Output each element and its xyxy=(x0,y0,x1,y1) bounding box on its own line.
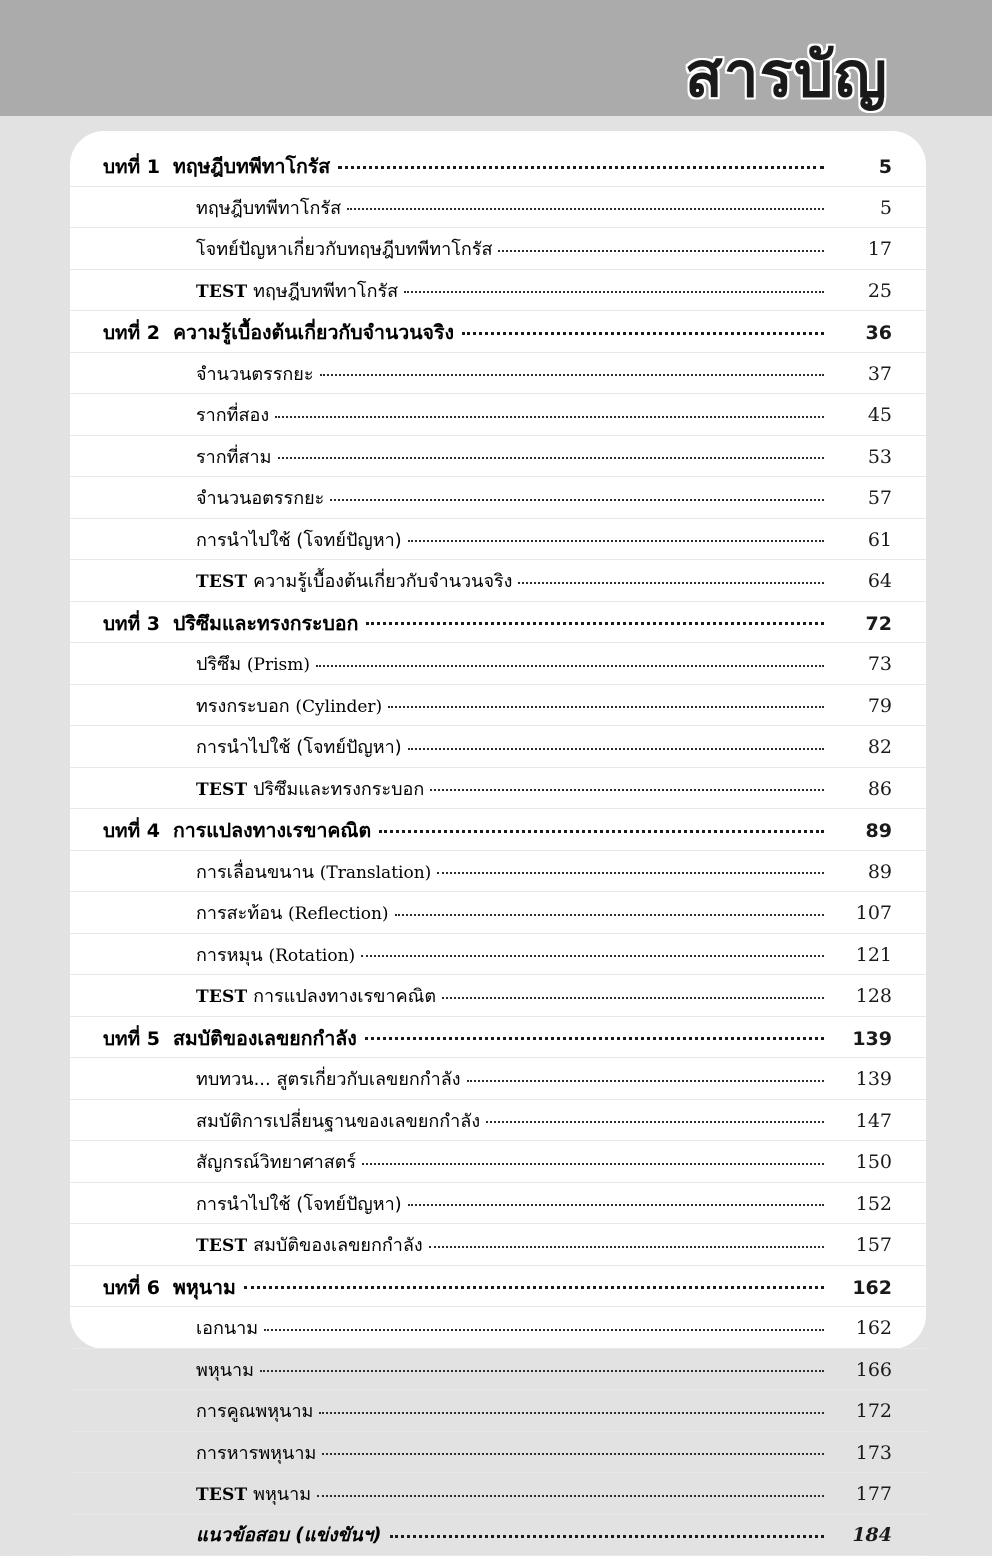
page-number: 162 xyxy=(830,1317,926,1339)
chapter-title: ความรู้เบื้องต้นเกี่ยวกับจำนวนจริง xyxy=(173,317,462,348)
chapter-label: บทที่ 4 xyxy=(103,816,173,846)
test-tag: TEST xyxy=(196,572,247,592)
test-tag: TEST xyxy=(196,780,247,800)
toc-subsection-row[interactable] xyxy=(70,726,926,768)
page-number: 5 xyxy=(830,156,926,178)
appendix-title: แนวข้อสอบ (แข่งขันฯ) xyxy=(196,1521,390,1550)
chapter-title: พหุนาม xyxy=(173,1272,244,1303)
subsection-title: เอกนาม xyxy=(196,1313,264,1342)
toc-subsection-row[interactable] xyxy=(70,643,926,685)
dot-leader xyxy=(498,248,824,252)
subsection-title: จำนวนอตรรกยะ xyxy=(196,483,330,512)
chapter-label: บทที่ 2 xyxy=(103,318,173,348)
toc-chapter-row[interactable] xyxy=(70,145,926,187)
page-number: 177 xyxy=(830,1483,926,1505)
subsection-title: ทบทวน... สูตรเกี่ยวกับเลขยกกำลัง xyxy=(196,1064,467,1093)
dot-leader xyxy=(379,829,824,833)
toc-chapter-row[interactable] xyxy=(70,809,926,851)
page-number: 36 xyxy=(830,322,926,344)
page-number: 107 xyxy=(830,902,926,924)
toc-subsection-row[interactable] xyxy=(70,353,926,395)
table-of-contents-card xyxy=(70,131,926,1349)
dot-leader xyxy=(408,746,824,750)
subsection-title-text: การแปลงทางเรขาคณิต xyxy=(253,986,436,1007)
dot-leader xyxy=(404,289,824,293)
subsection-title-latin: (Rotation) xyxy=(268,946,355,966)
dot-leader xyxy=(395,912,824,916)
page-number: 72 xyxy=(830,613,926,635)
dot-leader xyxy=(518,580,824,584)
subsection-title xyxy=(196,276,404,305)
test-tag: TEST xyxy=(196,987,247,1007)
chapter-label: บทที่ 1 xyxy=(103,152,173,182)
subsection-title: การคูณพหุนาม xyxy=(196,1396,319,1425)
chapter-label: บทที่ 5 xyxy=(103,1024,173,1054)
page-number: 184 xyxy=(830,1524,926,1546)
page-number: 5 xyxy=(830,197,926,219)
chapter-label: บทที่ 3 xyxy=(103,609,173,639)
toc-subsection-row[interactable] xyxy=(70,851,926,893)
toc-subsection-row[interactable] xyxy=(70,270,926,312)
toc-subsection-row[interactable] xyxy=(70,394,926,436)
page-number: 37 xyxy=(830,363,926,385)
subsection-title: การนำไปใช้ (โจทย์ปัญหา) xyxy=(196,1189,408,1218)
toc-subsection-row[interactable] xyxy=(70,768,926,810)
dot-leader xyxy=(365,1036,824,1040)
page-number: 162 xyxy=(830,1277,926,1299)
toc-subsection-row[interactable] xyxy=(70,1058,926,1100)
dot-leader xyxy=(388,704,824,708)
dot-leader xyxy=(408,538,824,542)
dot-leader xyxy=(316,663,824,667)
toc-subsection-row[interactable] xyxy=(70,228,926,270)
page-number: 139 xyxy=(830,1028,926,1050)
dot-leader xyxy=(429,1244,824,1248)
subsection-title xyxy=(196,566,518,595)
subsection-title-text: ปริซึมและทรงกระบอก xyxy=(253,779,424,800)
dot-leader xyxy=(264,1327,824,1331)
page-number: 61 xyxy=(830,529,926,551)
subsection-title xyxy=(196,898,395,927)
chapter-title: ทฤษฎีบทพีทาโกรัส xyxy=(173,151,338,182)
page-number: 73 xyxy=(830,653,926,675)
dot-leader xyxy=(330,497,824,501)
dot-leader xyxy=(462,331,824,335)
chapter-label: บทที่ 6 xyxy=(103,1273,173,1303)
subsection-title: การหารพหุนาม xyxy=(196,1438,322,1467)
dot-leader xyxy=(322,1451,824,1455)
subsection-title: การนำไปใช้ (โจทย์ปัญหา) xyxy=(196,525,408,554)
subsection-title xyxy=(196,649,316,678)
subsection-title: พหุนาม xyxy=(196,1355,260,1384)
page-number: 79 xyxy=(830,695,926,717)
subsection-title-text: ความรู้เบื้องต้นเกี่ยวกับจำนวนจริง xyxy=(253,571,512,592)
toc-subsection-row[interactable] xyxy=(70,436,926,478)
toc-subsection-row[interactable] xyxy=(70,1141,926,1183)
subsection-title-latin: (Translation) xyxy=(320,863,432,883)
toc-subsection-row[interactable] xyxy=(70,1390,926,1432)
subsection-title: การนำไปใช้ (โจทย์ปัญหา) xyxy=(196,732,408,761)
dot-leader xyxy=(362,1161,824,1165)
toc-chapter-row[interactable] xyxy=(70,311,926,353)
page-number: 147 xyxy=(830,1110,926,1132)
subsection-title-text: สมบัติของเลขยกกำลัง xyxy=(253,1235,423,1256)
subsection-title xyxy=(196,940,361,969)
toc-subsection-row[interactable] xyxy=(70,477,926,519)
dot-leader xyxy=(361,953,824,957)
subsection-title-text: ทฤษฎีบทพีทาโกรัส xyxy=(253,281,398,302)
toc-subsection-row[interactable] xyxy=(70,1349,926,1391)
subsection-title: โจทย์ปัญหาเกี่ยวกับทฤษฎีบทพีทาโกรัส xyxy=(196,234,498,263)
subsection-title xyxy=(196,774,430,803)
toc-chapter-row[interactable] xyxy=(70,1017,926,1059)
dot-leader xyxy=(408,1202,824,1206)
test-tag: TEST xyxy=(196,282,247,302)
subsection-title: ทฤษฎีบทพีทาโกรัส xyxy=(196,193,347,222)
dot-leader xyxy=(430,787,824,791)
subsection-title xyxy=(196,981,442,1010)
subsection-title xyxy=(196,1479,317,1508)
page-number: 25 xyxy=(830,280,926,302)
page-number: 157 xyxy=(830,1234,926,1256)
subsection-title-text: การเลื่อนขนาน xyxy=(196,862,320,883)
subsection-title-text: พหุนาม xyxy=(253,1484,311,1505)
toc-subsection-row[interactable] xyxy=(70,685,926,727)
page-number: 139 xyxy=(830,1068,926,1090)
page-number: 57 xyxy=(830,487,926,509)
toc-subsection-row[interactable] xyxy=(70,1100,926,1142)
page-number: 82 xyxy=(830,736,926,758)
toc-subsection-row[interactable] xyxy=(70,1473,926,1515)
chapter-title: ปริซึมและทรงกระบอก xyxy=(173,608,366,639)
page-number: 166 xyxy=(830,1359,926,1381)
test-tag: TEST xyxy=(196,1236,247,1256)
subsection-title-text: การสะท้อน xyxy=(196,903,288,924)
toc-subsection-row[interactable] xyxy=(70,1224,926,1266)
toc-subsection-row[interactable] xyxy=(70,934,926,976)
dot-leader xyxy=(390,1534,825,1538)
test-tag: TEST xyxy=(196,1485,247,1505)
subsection-title: สมบัติการเปลี่ยนฐานของเลขยกกำลัง xyxy=(196,1106,486,1135)
page-number: 172 xyxy=(830,1400,926,1422)
dot-leader xyxy=(467,1078,824,1082)
page-number: 89 xyxy=(830,861,926,883)
subsection-title-latin: (Cylinder) xyxy=(295,697,382,717)
page-number: 121 xyxy=(830,944,926,966)
dot-leader xyxy=(437,870,824,874)
page-number: 89 xyxy=(830,820,926,842)
subsection-title-text: ทรงกระบอก xyxy=(196,696,295,717)
toc-subsection-row[interactable] xyxy=(70,975,926,1017)
subsection-title-latin: (Prism) xyxy=(247,655,310,675)
chapter-title: การแปลงทางเรขาคณิต xyxy=(173,815,379,846)
table-of-contents-list xyxy=(70,145,926,1556)
chapter-title: สมบัติของเลขยกกำลัง xyxy=(173,1023,365,1054)
dot-leader xyxy=(338,165,824,169)
dot-leader xyxy=(486,1119,824,1123)
page-number: 17 xyxy=(830,238,926,260)
dot-leader xyxy=(317,1493,824,1497)
dot-leader xyxy=(320,372,824,376)
subsection-title-text: ปริซึม xyxy=(196,654,247,675)
page-number: 152 xyxy=(830,1193,926,1215)
page-number: 45 xyxy=(830,404,926,426)
dot-leader xyxy=(366,621,824,625)
subsection-title-latin: (Reflection) xyxy=(288,904,389,924)
page-number: 64 xyxy=(830,570,926,592)
page-number: 86 xyxy=(830,778,926,800)
subsection-title: รากที่สอง xyxy=(196,400,275,429)
dot-leader xyxy=(347,206,824,210)
dot-leader xyxy=(275,414,824,418)
subsection-title xyxy=(196,857,437,886)
subsection-title: จำนวนตรรกยะ xyxy=(196,359,320,388)
subsection-title: รากที่สาม xyxy=(196,442,278,471)
page-title: สารบัญ xyxy=(685,44,888,106)
toc-subsection-row[interactable] xyxy=(70,560,926,602)
page-number: 53 xyxy=(830,446,926,468)
toc-subsection-row[interactable] xyxy=(70,519,926,561)
toc-subsection-row[interactable] xyxy=(70,892,926,934)
toc-subsection-row[interactable] xyxy=(70,1432,926,1474)
page-number: 128 xyxy=(830,985,926,1007)
toc-subsection-row[interactable] xyxy=(70,1183,926,1225)
subsection-title-text: การหมุน xyxy=(196,945,268,966)
page-number: 150 xyxy=(830,1151,926,1173)
page-number: 173 xyxy=(830,1442,926,1464)
toc-chapter-row[interactable] xyxy=(70,1266,926,1308)
toc-subsection-row[interactable] xyxy=(70,187,926,229)
dot-leader xyxy=(260,1368,824,1372)
subsection-title xyxy=(196,1230,429,1259)
toc-chapter-row[interactable] xyxy=(70,602,926,644)
toc-appendix-row[interactable] xyxy=(70,1515,926,1556)
subsection-title: สัญกรณ์วิทยาศาสตร์ xyxy=(196,1147,362,1176)
dot-leader xyxy=(278,455,825,459)
toc-subsection-row[interactable] xyxy=(70,1307,926,1349)
dot-leader xyxy=(319,1410,824,1414)
subsection-title xyxy=(196,691,388,720)
dot-leader xyxy=(244,1285,824,1289)
dot-leader xyxy=(442,995,824,999)
